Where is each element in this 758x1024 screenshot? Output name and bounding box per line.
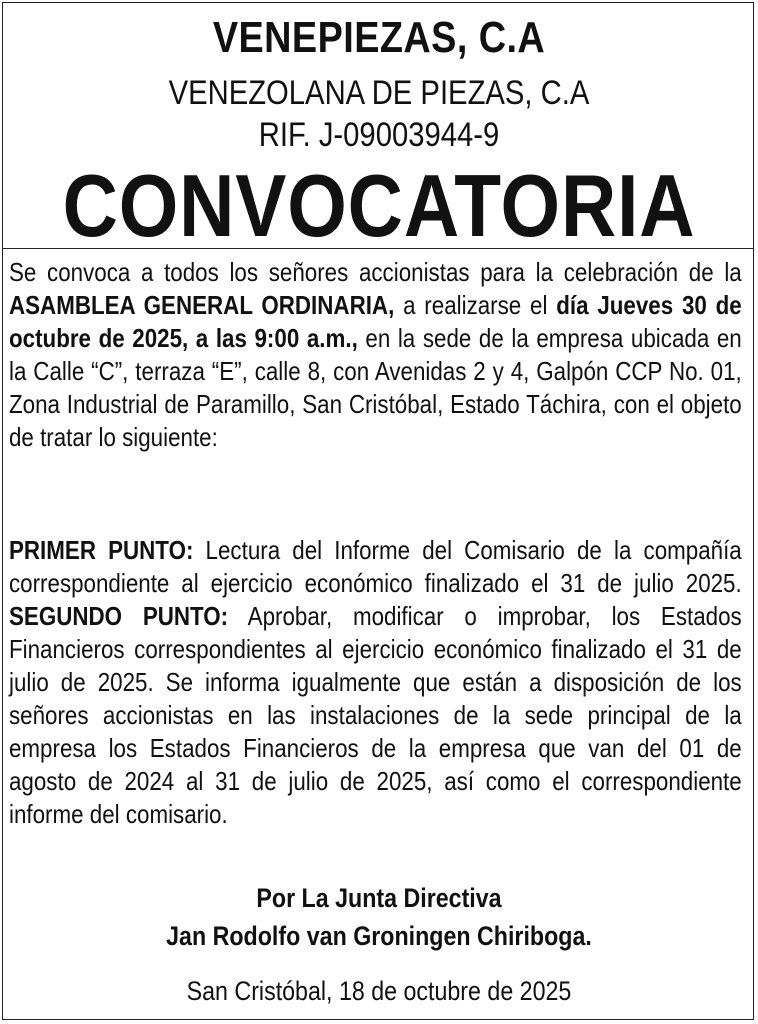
place-date: San Cristóbal, 18 de octubre de 2025 [186,976,572,1006]
signature-board: Por La Junta Directiva [256,883,502,913]
intro-text: Se convoca a todos los señores accionistas para la celebración de la [9,257,742,287]
divider [2,248,754,249]
signature-name: Jan Rodolfo van Groningen Chiriboga. [166,921,592,951]
rif-number: RIF. J-09003944-9 [258,116,500,154]
paragraph-convocation [9,256,742,454]
point2-text: Aprobar, modificar o improbar, los Estados Financieros correspondientes al ejercicio económico finalizado el 31 de julio de 2025. Se informa igualmente que están a disposición de los señores accionistas en las instalaciones de la sede principal de la empresa los Estados Financieros de la empresa que van del 01 de agosto de 2024 al 31 de julio de 2025, así como el correspondiente informe del comisario. [9,601,742,829]
company-name: VENEPIEZAS, C.A [212,13,546,62]
legal-name: VENEZOLANA DE PIEZAS, C.A [168,74,590,112]
mid-text: a realizarse el [394,290,557,320]
assembly-type: ASAMBLEA GENERAL ORDINARIA, [9,290,395,320]
point1-text: Lectura del Informe del Comisario de la compañía correspondiente al ejercicio económico finalizado el 31 de julio 2025. [9,535,742,598]
notice-border [2,2,754,1020]
location-text: en la sede de la empresa ubicada en la Calle “C”, terraza “E”, calle 8, con Avenidas 2 y 4, Galpón CCP No. 01, Zona Industrial de Paramillo, San Cristóbal, Estado Táchira, con el objeto de tratar lo siguiente: [9,323,742,452]
point1-label: PRIMER PUNTO: [9,535,194,565]
paragraph-agenda [9,534,742,831]
point2-label: SEGUNDO PUNTO: [9,601,229,631]
meeting-datetime: día Jueves 30 de octubre de 2025, a las 9:00 a.m., [9,290,742,353]
notice-title: CONVOCATORIA [62,156,696,255]
